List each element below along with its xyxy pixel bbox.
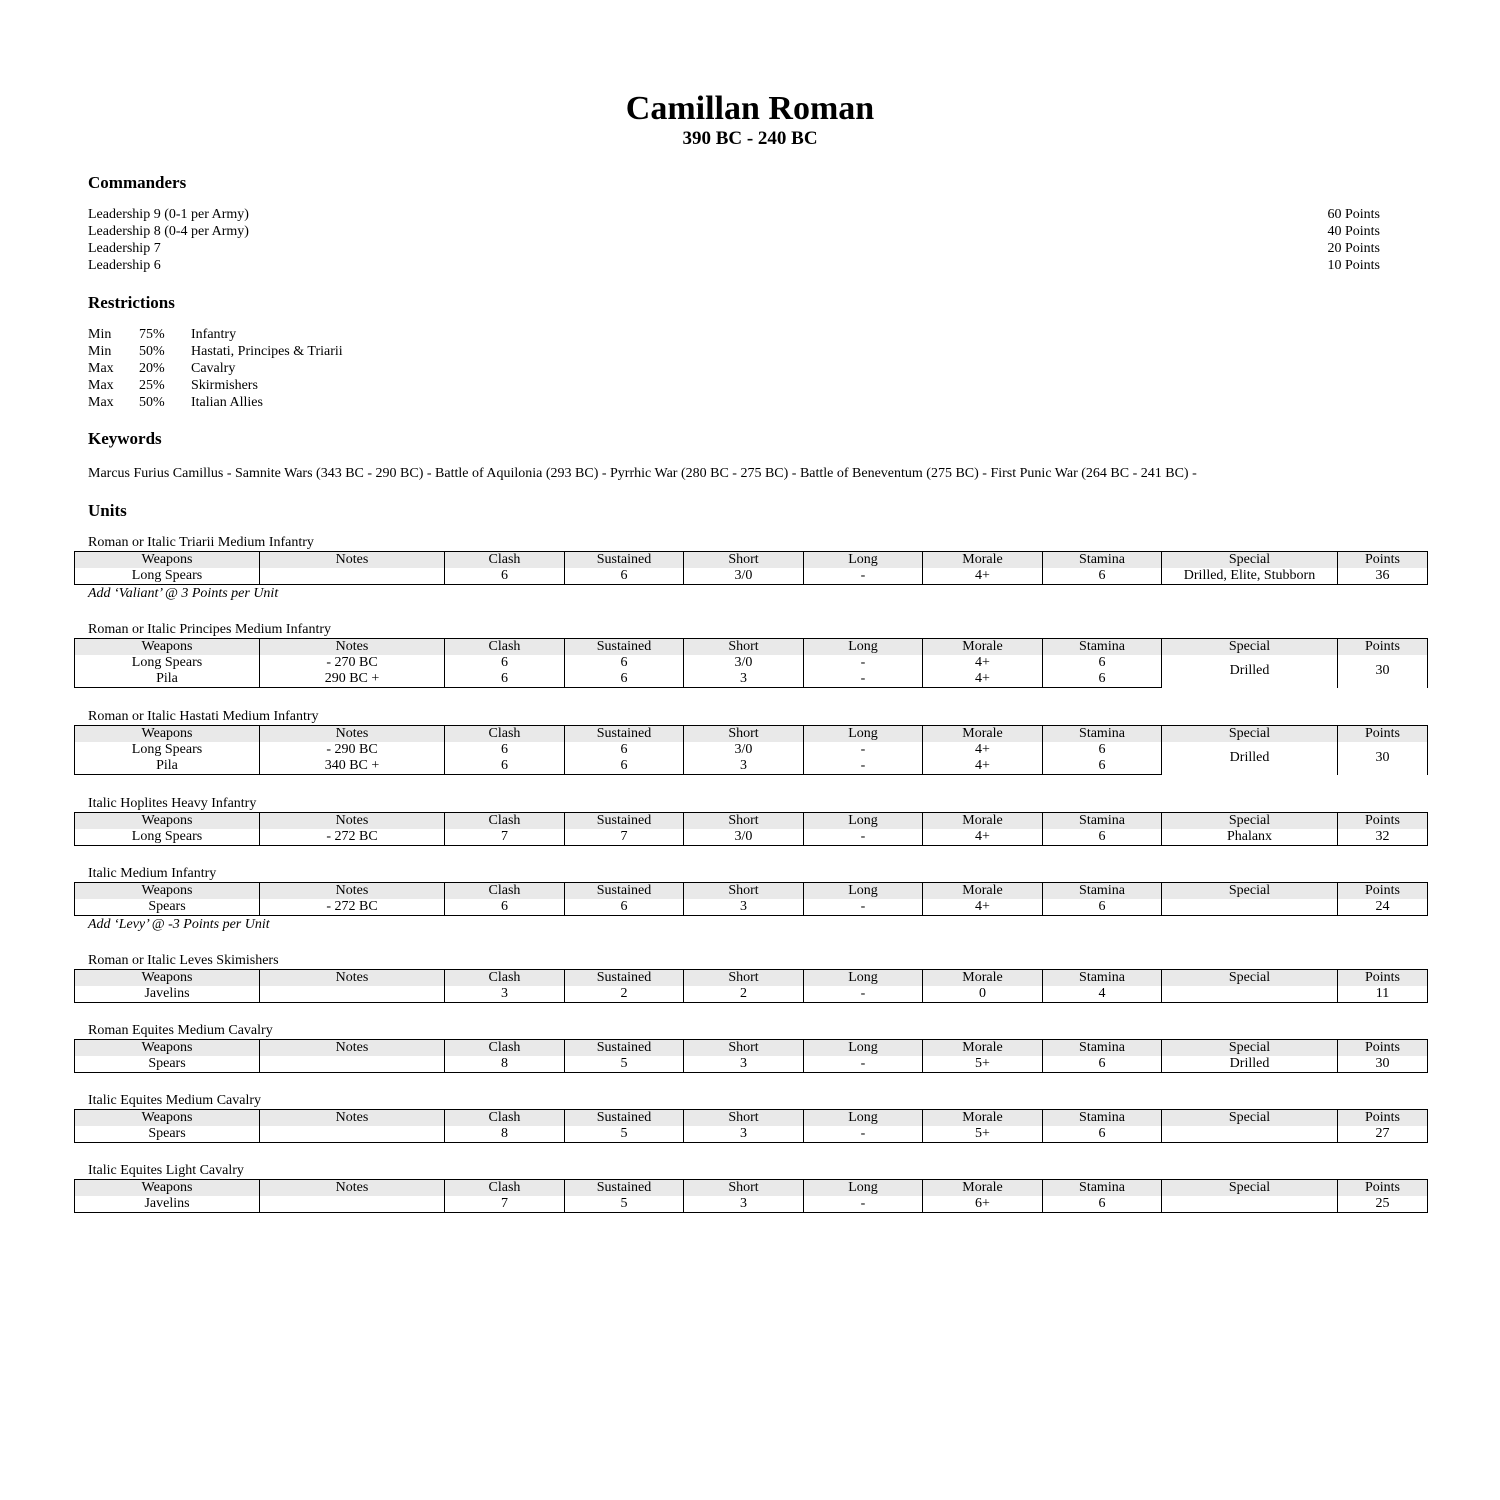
- restriction-type: Max: [88, 395, 114, 410]
- header-sustained: Sustained: [565, 813, 684, 830]
- unit-stats-table: [74, 812, 1428, 846]
- cell-stamina: 6: [1043, 899, 1162, 916]
- cell-points: 30: [1338, 655, 1428, 688]
- cell-long: -: [804, 671, 923, 688]
- header-special: Special: [1162, 813, 1338, 830]
- cell-long: -: [804, 568, 923, 585]
- cell-special: Drilled: [1162, 1056, 1338, 1073]
- cell-sustained: 6: [565, 568, 684, 585]
- keywords-heading: Keywords: [88, 429, 162, 448]
- header-morale: Morale: [923, 552, 1043, 569]
- header-notes: Notes: [260, 883, 445, 900]
- restriction-percent: 25%: [139, 378, 165, 393]
- header-points: Points: [1338, 1180, 1428, 1197]
- unit-block: [74, 534, 1427, 602]
- header-notes: Notes: [260, 1110, 445, 1127]
- header-clash: Clash: [445, 1110, 565, 1127]
- cell-points: 32: [1338, 829, 1428, 846]
- header-weapons: Weapons: [75, 552, 260, 569]
- cell-weapons: Long Spears: [75, 742, 260, 758]
- cell-points: 25: [1338, 1196, 1428, 1213]
- header-short: Short: [684, 970, 804, 987]
- unit-block: [74, 708, 1427, 775]
- cell-stamina: 6: [1043, 568, 1162, 585]
- header-clash: Clash: [445, 726, 565, 743]
- cell-weapons: Javelins: [75, 986, 260, 1003]
- commander-points: 60 Points: [1327, 207, 1380, 222]
- header-morale: Morale: [923, 883, 1043, 900]
- header-notes: Notes: [260, 1040, 445, 1057]
- header-short: Short: [684, 1180, 804, 1197]
- cell-short: 3: [684, 899, 804, 916]
- header-stamina: Stamina: [1043, 883, 1162, 900]
- header-morale: Morale: [923, 639, 1043, 656]
- cell-long: -: [804, 655, 923, 671]
- header-sustained: Sustained: [565, 883, 684, 900]
- header-morale: Morale: [923, 970, 1043, 987]
- header-sustained: Sustained: [565, 639, 684, 656]
- header-short: Short: [684, 726, 804, 743]
- cell-short: 3/0: [684, 742, 804, 758]
- cell-weapons: Javelins: [75, 1196, 260, 1213]
- header-notes: Notes: [260, 726, 445, 743]
- cell-short: 3: [684, 1196, 804, 1213]
- header-stamina: Stamina: [1043, 813, 1162, 830]
- cell-special: Drilled: [1162, 742, 1338, 775]
- cell-special: [1162, 899, 1338, 916]
- cell-notes: - 272 BC: [260, 829, 445, 846]
- unit-stats-table: [74, 1039, 1428, 1073]
- header-points: Points: [1338, 726, 1428, 743]
- header-short: Short: [684, 1040, 804, 1057]
- header-morale: Morale: [923, 1180, 1043, 1197]
- header-notes: Notes: [260, 1180, 445, 1197]
- cell-long: -: [804, 899, 923, 916]
- cell-clash: 6: [445, 568, 565, 585]
- restriction-row: [88, 360, 343, 377]
- cell-notes: - 290 BC: [260, 742, 445, 758]
- cell-special: [1162, 1196, 1338, 1213]
- cell-clash: 7: [445, 1196, 565, 1213]
- cell-long: -: [804, 758, 923, 775]
- header-sustained: Sustained: [565, 552, 684, 569]
- table-header-row: [75, 1110, 1428, 1127]
- header-clash: Clash: [445, 1180, 565, 1197]
- cell-sustained: 5: [565, 1056, 684, 1073]
- commanders-list: [88, 206, 1380, 274]
- unit-block: [74, 1092, 1427, 1143]
- header-special: Special: [1162, 1180, 1338, 1197]
- cell-special: Drilled, Elite, Stubborn: [1162, 568, 1338, 585]
- cell-sustained: 6: [565, 899, 684, 916]
- cell-morale: 4+: [923, 671, 1043, 688]
- page-title: Camillan Roman: [625, 90, 875, 127]
- restriction-percent: 75%: [139, 327, 165, 342]
- cell-stamina: 6: [1043, 829, 1162, 846]
- table-row: [75, 899, 1428, 916]
- restriction-row: [88, 343, 343, 360]
- cell-sustained: 6: [565, 758, 684, 775]
- cell-long: -: [804, 986, 923, 1003]
- unit-block: [74, 621, 1427, 688]
- table-header-row: [75, 883, 1428, 900]
- commander-row: [88, 240, 1380, 257]
- header-stamina: Stamina: [1043, 1110, 1162, 1127]
- cell-stamina: 4: [1043, 986, 1162, 1003]
- header-weapons: Weapons: [75, 639, 260, 656]
- cell-short: 3/0: [684, 655, 804, 671]
- page-subtitle: 390 BC - 240 BC: [682, 128, 818, 149]
- units-heading: Units: [88, 501, 127, 520]
- cell-points: 11: [1338, 986, 1428, 1003]
- cell-sustained: 6: [565, 671, 684, 688]
- restriction-percent: 50%: [139, 395, 165, 410]
- restriction-desc: Infantry: [191, 327, 237, 342]
- unit-name: Roman or Italic Principes Medium Infantry: [88, 622, 331, 637]
- commanders-heading: Commanders: [88, 173, 187, 192]
- commander-row: [88, 257, 1380, 274]
- cell-notes: 340 BC +: [260, 758, 445, 775]
- cell-short: 2: [684, 986, 804, 1003]
- cell-long: -: [804, 1196, 923, 1213]
- table-row: [75, 742, 1428, 758]
- header-points: Points: [1338, 970, 1428, 987]
- unit-name: Italic Equites Light Cavalry: [88, 1163, 244, 1178]
- header-notes: Notes: [260, 970, 445, 987]
- cell-weapons: Pila: [75, 758, 260, 775]
- unit-block: [74, 1162, 1427, 1213]
- cell-sustained: 6: [565, 742, 684, 758]
- header-stamina: Stamina: [1043, 726, 1162, 743]
- unit-block: [74, 865, 1427, 933]
- commander-row: [88, 223, 1380, 240]
- table-header-row: [75, 813, 1428, 830]
- unit-stats-table: [74, 551, 1428, 585]
- cell-notes: [260, 1126, 445, 1143]
- cell-clash: 6: [445, 899, 565, 916]
- unit-stats-table: [74, 969, 1428, 1003]
- table-header-row: [75, 1180, 1428, 1197]
- header-stamina: Stamina: [1043, 639, 1162, 656]
- header-clash: Clash: [445, 883, 565, 900]
- header-special: Special: [1162, 552, 1338, 569]
- cell-morale: 0: [923, 986, 1043, 1003]
- header-clash: Clash: [445, 552, 565, 569]
- header-points: Points: [1338, 883, 1428, 900]
- unit-stats-table: [74, 1179, 1428, 1213]
- unit-name: Roman Equites Medium Cavalry: [88, 1023, 273, 1038]
- header-morale: Morale: [923, 813, 1043, 830]
- header-clash: Clash: [445, 970, 565, 987]
- header-clash: Clash: [445, 1040, 565, 1057]
- header-points: Points: [1338, 813, 1428, 830]
- header-stamina: Stamina: [1043, 970, 1162, 987]
- cell-clash: 6: [445, 742, 565, 758]
- cell-weapons: Pila: [75, 671, 260, 688]
- header-weapons: Weapons: [75, 726, 260, 743]
- restriction-percent: 50%: [139, 344, 165, 359]
- header-stamina: Stamina: [1043, 1180, 1162, 1197]
- table-row: [75, 829, 1428, 846]
- cell-long: -: [804, 1056, 923, 1073]
- cell-morale: 4+: [923, 899, 1043, 916]
- header-morale: Morale: [923, 1040, 1043, 1057]
- unit-block: [74, 1022, 1427, 1073]
- cell-notes: [260, 1196, 445, 1213]
- header-weapons: Weapons: [75, 883, 260, 900]
- cell-points: 24: [1338, 899, 1428, 916]
- header-weapons: Weapons: [75, 1180, 260, 1197]
- cell-notes: [260, 986, 445, 1003]
- commander-label: Leadership 9 (0-1 per Army): [88, 207, 249, 222]
- restriction-desc: Skirmishers: [191, 378, 258, 393]
- cell-stamina: 6: [1043, 655, 1162, 671]
- cell-morale: 5+: [923, 1056, 1043, 1073]
- header-morale: Morale: [923, 726, 1043, 743]
- cell-long: -: [804, 1126, 923, 1143]
- header-special: Special: [1162, 639, 1338, 656]
- header-long: Long: [804, 552, 923, 569]
- cell-stamina: 6: [1043, 742, 1162, 758]
- table-header-row: [75, 726, 1428, 743]
- cell-morale: 4+: [923, 758, 1043, 775]
- header-notes: Notes: [260, 552, 445, 569]
- cell-stamina: 6: [1043, 1056, 1162, 1073]
- cell-sustained: 7: [565, 829, 684, 846]
- cell-short: 3/0: [684, 568, 804, 585]
- cell-weapons: Spears: [75, 1056, 260, 1073]
- header-short: Short: [684, 813, 804, 830]
- restriction-desc: Italian Allies: [191, 395, 263, 410]
- cell-short: 3/0: [684, 829, 804, 846]
- cell-special: Phalanx: [1162, 829, 1338, 846]
- table-row: [75, 655, 1428, 671]
- header-points: Points: [1338, 639, 1428, 656]
- header-long: Long: [804, 1180, 923, 1197]
- header-long: Long: [804, 726, 923, 743]
- cell-weapons: Long Spears: [75, 829, 260, 846]
- cell-morale: 5+: [923, 1126, 1043, 1143]
- cell-clash: 6: [445, 671, 565, 688]
- cell-clash: 6: [445, 655, 565, 671]
- unit-name: Italic Equites Medium Cavalry: [88, 1093, 262, 1108]
- cell-stamina: 6: [1043, 671, 1162, 688]
- cell-long: -: [804, 829, 923, 846]
- header-weapons: Weapons: [75, 970, 260, 987]
- table-header-row: [75, 1040, 1428, 1057]
- header-sustained: Sustained: [565, 1180, 684, 1197]
- title-block: [0, 89, 1500, 149]
- table-row: [75, 1056, 1428, 1073]
- unit-name: Roman or Italic Triarii Medium Infantry: [88, 535, 314, 550]
- cell-points: 27: [1338, 1126, 1428, 1143]
- unit-stats-table: [74, 725, 1428, 775]
- table-header-row: [75, 639, 1428, 656]
- restriction-type: Min: [88, 344, 112, 359]
- cell-points: 30: [1338, 742, 1428, 775]
- restriction-row: [88, 377, 343, 394]
- cell-clash: 3: [445, 986, 565, 1003]
- cell-notes: [260, 568, 445, 585]
- cell-special: [1162, 986, 1338, 1003]
- table-row: [75, 1126, 1428, 1143]
- unit-name: Italic Medium Infantry: [88, 866, 217, 881]
- restriction-desc: Hastati, Principes & Triarii: [191, 344, 343, 359]
- cell-points: 30: [1338, 1056, 1428, 1073]
- table-row: [75, 1196, 1428, 1213]
- cell-stamina: 6: [1043, 1196, 1162, 1213]
- unit-block: [74, 952, 1427, 1003]
- header-stamina: Stamina: [1043, 1040, 1162, 1057]
- cell-short: 3: [684, 671, 804, 688]
- cell-morale: 4+: [923, 742, 1043, 758]
- header-notes: Notes: [260, 813, 445, 830]
- cell-short: 3: [684, 758, 804, 775]
- header-clash: Clash: [445, 639, 565, 656]
- restriction-desc: Cavalry: [191, 361, 236, 376]
- header-long: Long: [804, 970, 923, 987]
- header-long: Long: [804, 639, 923, 656]
- commander-label: Leadership 6: [88, 258, 161, 273]
- header-sustained: Sustained: [565, 970, 684, 987]
- header-weapons: Weapons: [75, 1110, 260, 1127]
- header-points: Points: [1338, 552, 1428, 569]
- table-row: [75, 986, 1428, 1003]
- cell-weapons: Spears: [75, 899, 260, 916]
- restriction-type: Min: [88, 327, 112, 342]
- header-weapons: Weapons: [75, 1040, 260, 1057]
- header-sustained: Sustained: [565, 1110, 684, 1127]
- header-short: Short: [684, 639, 804, 656]
- restriction-type: Max: [88, 378, 114, 393]
- header-short: Short: [684, 1110, 804, 1127]
- commander-label: Leadership 7: [88, 241, 161, 256]
- header-special: Special: [1162, 726, 1338, 743]
- restriction-row: [88, 326, 343, 343]
- header-special: Special: [1162, 970, 1338, 987]
- table-row: [75, 568, 1428, 585]
- cell-notes: - 272 BC: [260, 899, 445, 916]
- header-special: Special: [1162, 1040, 1338, 1057]
- cell-short: 3: [684, 1126, 804, 1143]
- header-short: Short: [684, 883, 804, 900]
- cell-notes: [260, 1056, 445, 1073]
- restriction-row: [88, 394, 343, 411]
- cell-short: 3: [684, 1056, 804, 1073]
- cell-sustained: 5: [565, 1196, 684, 1213]
- header-sustained: Sustained: [565, 726, 684, 743]
- cell-sustained: 2: [565, 986, 684, 1003]
- unit-option-note: Add ‘Levy’ @ -3 Points per Unit: [88, 917, 270, 932]
- cell-morale: 4+: [923, 655, 1043, 671]
- cell-special: Drilled: [1162, 655, 1338, 688]
- keywords-text: Marcus Furius Camillus - Samnite Wars (343 BC - 290 BC) - Battle of Aquilonia (293 BC) - Pyrrhic War (280 BC - 275 BC) - Battle of Beneventum (275 BC) - First Punic War (264 BC - 241 BC) -: [88, 466, 1197, 481]
- restriction-percent: 20%: [139, 361, 165, 376]
- unit-option-note: Add ‘Valiant’ @ 3 Points per Unit: [88, 586, 279, 601]
- cell-weapons: Long Spears: [75, 655, 260, 671]
- header-long: Long: [804, 883, 923, 900]
- commander-points: 10 Points: [1327, 258, 1380, 273]
- cell-points: 36: [1338, 568, 1428, 585]
- cell-morale: 4+: [923, 568, 1043, 585]
- cell-stamina: 6: [1043, 758, 1162, 775]
- header-notes: Notes: [260, 639, 445, 656]
- header-long: Long: [804, 1040, 923, 1057]
- table-header-row: [75, 970, 1428, 987]
- unit-name: Roman or Italic Leves Skimishers: [88, 953, 279, 968]
- cell-clash: 8: [445, 1056, 565, 1073]
- commander-row: [88, 206, 1380, 223]
- restriction-type: Max: [88, 361, 114, 376]
- cell-notes: 290 BC +: [260, 671, 445, 688]
- unit-stats-table: [74, 638, 1428, 688]
- cell-clash: 6: [445, 758, 565, 775]
- table-header-row: [75, 552, 1428, 569]
- header-clash: Clash: [445, 813, 565, 830]
- header-short: Short: [684, 552, 804, 569]
- header-special: Special: [1162, 883, 1338, 900]
- cell-stamina: 6: [1043, 1126, 1162, 1143]
- cell-long: -: [804, 742, 923, 758]
- commander-points: 40 Points: [1327, 224, 1380, 239]
- header-points: Points: [1338, 1040, 1428, 1057]
- header-points: Points: [1338, 1110, 1428, 1127]
- cell-clash: 7: [445, 829, 565, 846]
- header-long: Long: [804, 813, 923, 830]
- cell-notes: - 270 BC: [260, 655, 445, 671]
- cell-weapons: Long Spears: [75, 568, 260, 585]
- header-long: Long: [804, 1110, 923, 1127]
- restrictions-list: [88, 326, 343, 411]
- cell-clash: 8: [445, 1126, 565, 1143]
- unit-block: [74, 795, 1427, 846]
- unit-stats-table: [74, 882, 1428, 916]
- commander-points: 20 Points: [1327, 241, 1380, 256]
- header-morale: Morale: [923, 1110, 1043, 1127]
- unit-stats-table: [74, 1109, 1428, 1143]
- restrictions-heading: Restrictions: [88, 293, 175, 312]
- cell-morale: 4+: [923, 829, 1043, 846]
- cell-weapons: Spears: [75, 1126, 260, 1143]
- cell-sustained: 5: [565, 1126, 684, 1143]
- header-sustained: Sustained: [565, 1040, 684, 1057]
- header-stamina: Stamina: [1043, 552, 1162, 569]
- cell-sustained: 6: [565, 655, 684, 671]
- header-weapons: Weapons: [75, 813, 260, 830]
- cell-morale: 6+: [923, 1196, 1043, 1213]
- commander-label: Leadership 8 (0-4 per Army): [88, 224, 249, 239]
- header-special: Special: [1162, 1110, 1338, 1127]
- unit-name: Italic Hoplites Heavy Infantry: [88, 796, 257, 811]
- cell-special: [1162, 1126, 1338, 1143]
- unit-name: Roman or Italic Hastati Medium Infantry: [88, 709, 319, 724]
